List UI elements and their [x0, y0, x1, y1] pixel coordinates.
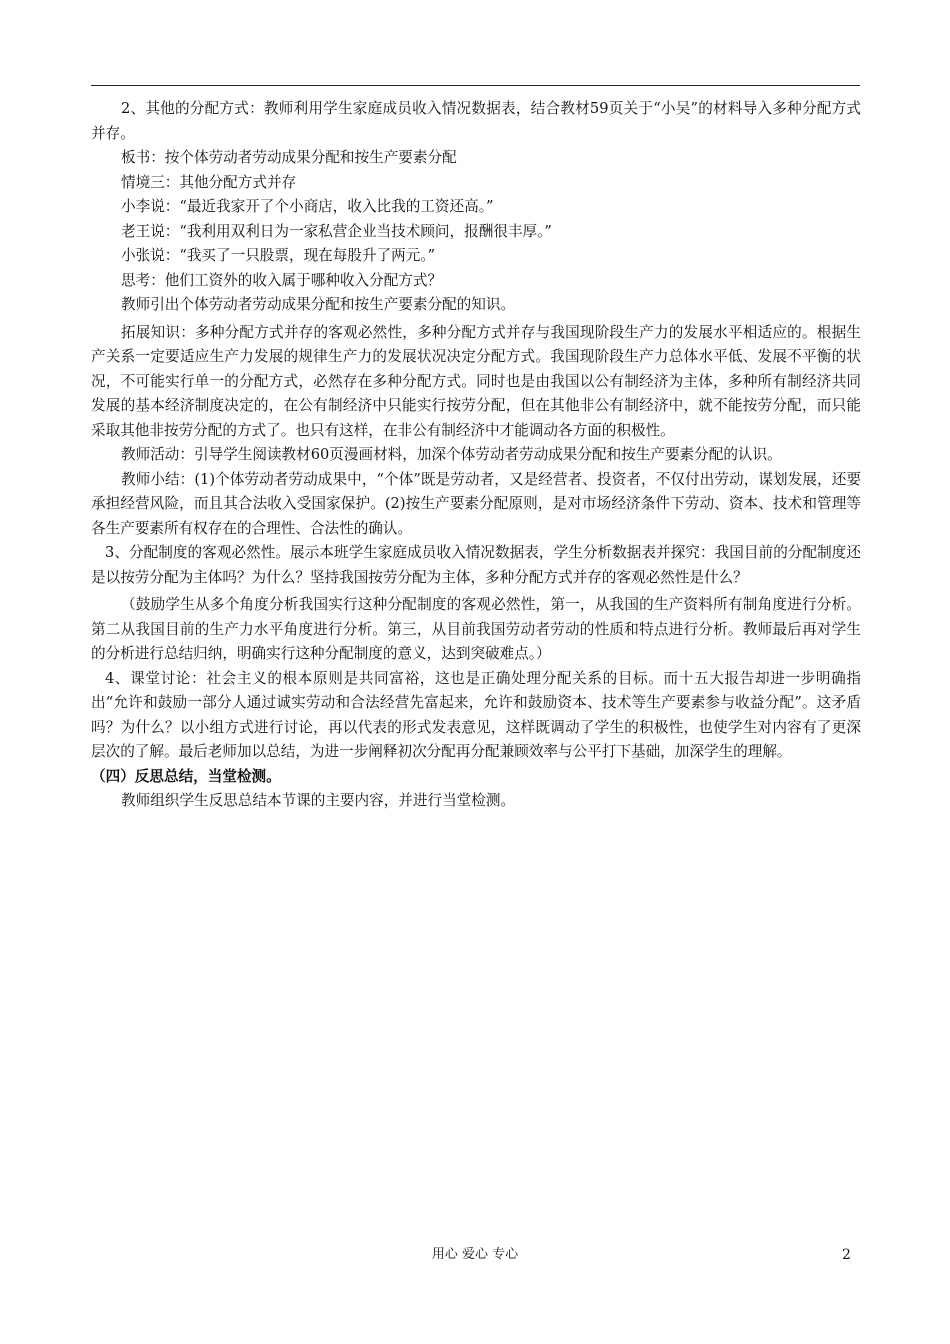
paragraph-reflection: 教师组织学生反思总结本节课的主要内容，并进行当堂检测。: [121, 792, 516, 809]
paragraph-xiaozhang: 小张说：“我买了一只股票，现在每股升了两元。”: [121, 247, 436, 264]
paragraph-necessity: 3、分配制度的客观必然性。展示本班学生家庭成员收入情况数据表，学生分析数据表并探究：我国目前的分配制度还是以按劳分配为主体吗？为什么？坚持我国按劳分配为主体，多种分配方式并存的客观必然性是什么？: [91, 544, 861, 586]
footer-motto: 用心 爱心 专心: [431, 1247, 519, 1262]
header-rule: [91, 85, 860, 86]
paragraph-encourage-analysis: （鼓励学生从多个角度分析我国实行这种分配制度的客观必然性，第一，从我国的生产资料所有制角度进行分析。第二从我国目前的生产力水平角度进行分析。第三，从目前我国劳动者劳动的性质和特点进行分析。教师最后再对学生的分析进行总结归纳，明确实行这种分配制度的意义，达到突破难点。）: [91, 596, 861, 662]
paragraph-teacher-summary: 教师小结：(1)个体劳动者劳动成果中，“个体”既是劳动者，又是经营者、投资者，不仅付出劳动，谋划发展，还要承担经营风险，而且其合法收入受国家保护。(2)按生产要素分配原则，是对市场经济条件下劳动、资本、技术和管理等各生产要素所有权存在的合理性、合法性的确认。: [91, 470, 861, 537]
paragraph-blackboard: 板书：按个体劳动者劳动成果分配和按生产要素分配: [121, 149, 457, 166]
paragraph-other-distribution: 2、其他的分配方式：教师利用学生家庭成员收入情况数据表，结合教材59页关于“小吴”的材料导入多种分配方式并存。: [91, 100, 861, 142]
document-body: [91, 97, 861, 814]
paragraph-think: 思考：他们工资外的收入属于哪种收入分配方式？: [121, 271, 443, 289]
paragraph-extended-knowledge: 拓展知识：多种分配方式并存的客观必然性，多种分配方式并存与我国现阶段生产力的发展水平相适应的。根据生产关系一定要适应生产力发展的规律生产力的发展状况决定分配方式。我国现阶段生产力总体水平低、发展不平衡的状况，不可能实行单一的分配方式，必然存在多种分配方式。同时也是由我国以公有制经济为主体，多种所有制经济共同发展的基本经济制度决定的，在公有制经济中只能实行按劳分配，但在其他非公有制经济中，就不能按劳分配，而只能采取其他非按劳分配的方式了。也只有这样，在非公有制经济中才能调动各方面的积极性。: [91, 323, 861, 439]
paragraph-xiaoli: 小李说：“最近我家开了个小商店，收入比我的工资还高。”: [121, 198, 494, 215]
paragraph-teacher-activity: 教师活动：引导学生阅读教材60页漫画材料，加深个体劳动者劳动成果分配和按生产要素分配的认识。: [121, 446, 782, 463]
section-heading-reflection: （四）反思总结，当堂检测。: [91, 767, 281, 785]
paragraph-laowang: 老王说：“我利用双利日为一家私营企业当技术顾问，报酬很丰厚。”: [121, 222, 552, 240]
page-number: 2: [842, 1247, 851, 1263]
paragraph-scenario-three: 情境三：其他分配方式并存: [121, 173, 297, 191]
paragraph-teacher-introduce: 教师引出个体劳动者劳动成果分配和按生产要素分配的知识。: [121, 296, 516, 313]
paragraph-class-discussion: 4、课堂讨论：社会主义的根本原则是共同富裕，这也是正确处理分配关系的目标。而十五大报告却进一步明确指出“允许和鼓励一部分人通过诚实劳动和合法经营先富起来，允许和鼓励资本、技术等生产要素参与收益分配”。这矛盾吗？为什么？以小组方式进行讨论，再以代表的形式发表意见，这样既调动了学生的积极性，也使学生对内容有了更深层次的了解。最后老师加以总结，为进一步阐释初次分配再分配兼顾效率与公平打下基础，加深学生的理解。: [91, 669, 861, 760]
